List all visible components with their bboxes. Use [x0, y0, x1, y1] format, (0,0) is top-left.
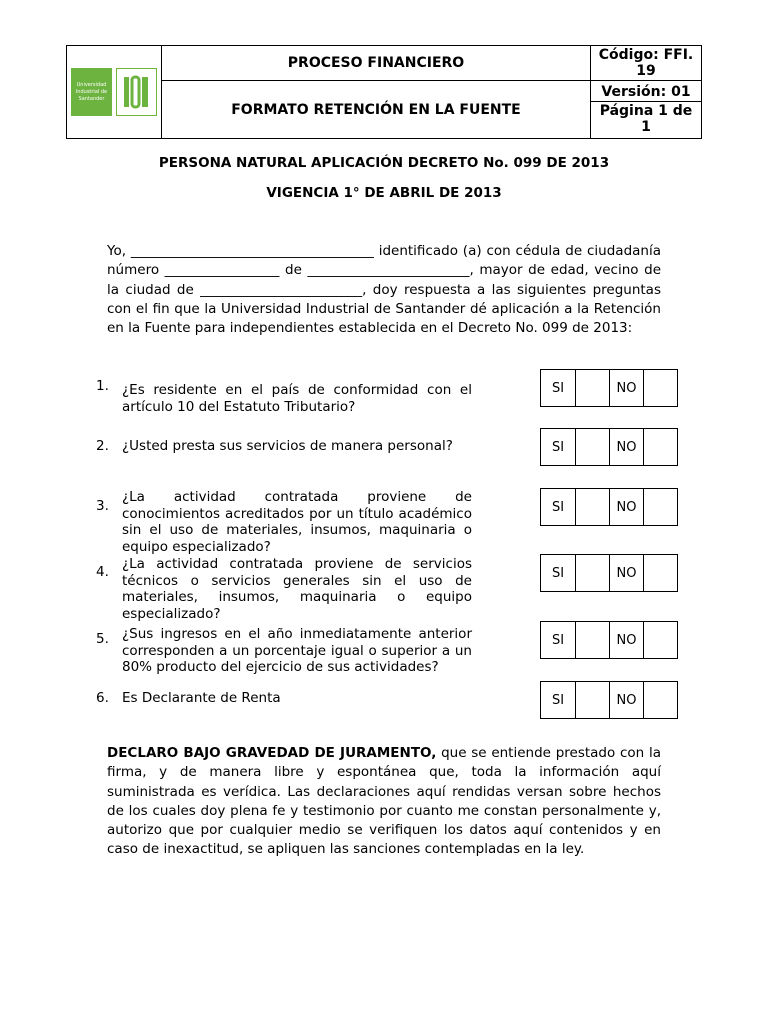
no-checkbox[interactable]	[644, 489, 677, 525]
yes-checkbox[interactable]	[576, 489, 610, 525]
uis-logo-mark	[116, 68, 157, 116]
no-label: NO	[610, 682, 644, 718]
format-title: FORMATO RETENCIÓN EN LA FUENTE	[162, 81, 591, 139]
yes-label: SI	[541, 682, 576, 718]
no-checkbox[interactable]	[644, 429, 677, 465]
yes-checkbox[interactable]	[576, 429, 610, 465]
yes-label: SI	[541, 555, 576, 591]
yes-checkbox[interactable]	[576, 370, 610, 406]
question-text: ¿La actividad contratada proviene de servicios técnicos o servicios generales sin el uso de materiales, insumos, maquinaria o equipo especializado?	[122, 556, 472, 622]
process-title: PROCESO FINANCIERO	[162, 46, 591, 81]
logo-text: Universidad Industrial de Santander	[71, 68, 112, 116]
question-text: ¿Sus ingresos en el año inmediatamente anterior corresponden a un porcentaje igual o superior a un 80% producto del ejercicio de sus actividades?	[122, 626, 472, 675]
version-page-cell	[591, 81, 702, 139]
question-number: 5.	[96, 631, 109, 647]
answer-box-5	[540, 621, 678, 659]
no-label: NO	[610, 555, 644, 591]
no-checkbox[interactable]	[644, 622, 677, 658]
question-number: 4.	[96, 564, 109, 580]
question-text: ¿La actividad contratada proviene de conocimientos acreditados por un título académico sin el uso de materiales, insumos, maquinaria o equipo especializado?	[122, 489, 472, 555]
question-number: 2.	[96, 438, 109, 454]
question-number: 3.	[96, 498, 109, 514]
answer-box-2	[540, 428, 678, 466]
no-label: NO	[610, 622, 644, 658]
question-text: ¿Usted presta sus servicios de manera personal?	[122, 438, 453, 454]
question-text: Es Declarante de Renta	[122, 690, 281, 706]
document-header	[66, 45, 702, 139]
answer-box-6	[540, 681, 678, 719]
university-logo	[71, 68, 157, 116]
yes-checkbox[interactable]	[576, 622, 610, 658]
question-text: ¿Es residente en el país de conformidad con el artículo 10 del Estatuto Tributario?	[122, 382, 472, 415]
yes-checkbox[interactable]	[576, 555, 610, 591]
no-checkbox[interactable]	[644, 682, 677, 718]
yes-label: SI	[541, 370, 576, 406]
no-checkbox[interactable]	[644, 370, 677, 406]
yes-label: SI	[541, 622, 576, 658]
yes-label: SI	[541, 489, 576, 525]
answer-box-3	[540, 488, 678, 526]
no-label: NO	[610, 370, 644, 406]
no-label: NO	[610, 489, 644, 525]
validity-title: VIGENCIA 1° DE ABRIL DE 2013	[266, 185, 502, 201]
question-number: 6.	[96, 690, 109, 706]
no-checkbox[interactable]	[644, 555, 677, 591]
answer-box-1	[540, 369, 678, 407]
decree-title: PERSONA NATURAL APLICACIÓN DECRETO No. 099 DE 2013	[158, 155, 610, 171]
declaration-paragraph	[107, 744, 661, 860]
document-version: Versión: 01	[591, 83, 701, 102]
uis-emblem-icon	[123, 75, 149, 109]
yes-checkbox[interactable]	[576, 682, 610, 718]
page-number: Página 1 de 1	[599, 103, 693, 136]
document-code: Código: FFI. 19	[591, 46, 702, 81]
question-number: 1.	[96, 378, 109, 394]
intro-paragraph: Yo, ____________________________________ identificado (a) con cédula de ciudadanía número _________________ de ________________________, mayor de edad, vecino de la ciudad de ________________________, doy respuesta a las siguientes preguntas con el fin que la Universidad Industrial de Santander dé aplicación a la Retención en la Fuente para independientes establecida en el Decreto No. 099 de 2013:	[107, 243, 661, 337]
no-label: NO	[610, 429, 644, 465]
yes-label: SI	[541, 429, 576, 465]
logo-cell	[67, 46, 162, 139]
declaration-heading: DECLARO BAJO GRAVEDAD DE JURAMENTO,	[107, 745, 437, 761]
declaration-text: que se entiende prestado con la firma, y de manera libre y espontánea que, toda la información aquí suministrada es verídica. Las declaraciones aquí rendidas versan sobre hechos de los cuales doy plena fe y testimonio por cuanto me constan personalmente y, autorizo que por cualquier medio se verifiquen los datos aquí contenidos y en caso de inexactitud, se apliquen las sanciones contempladas en la ley.	[107, 745, 661, 858]
answer-box-4	[540, 554, 678, 592]
